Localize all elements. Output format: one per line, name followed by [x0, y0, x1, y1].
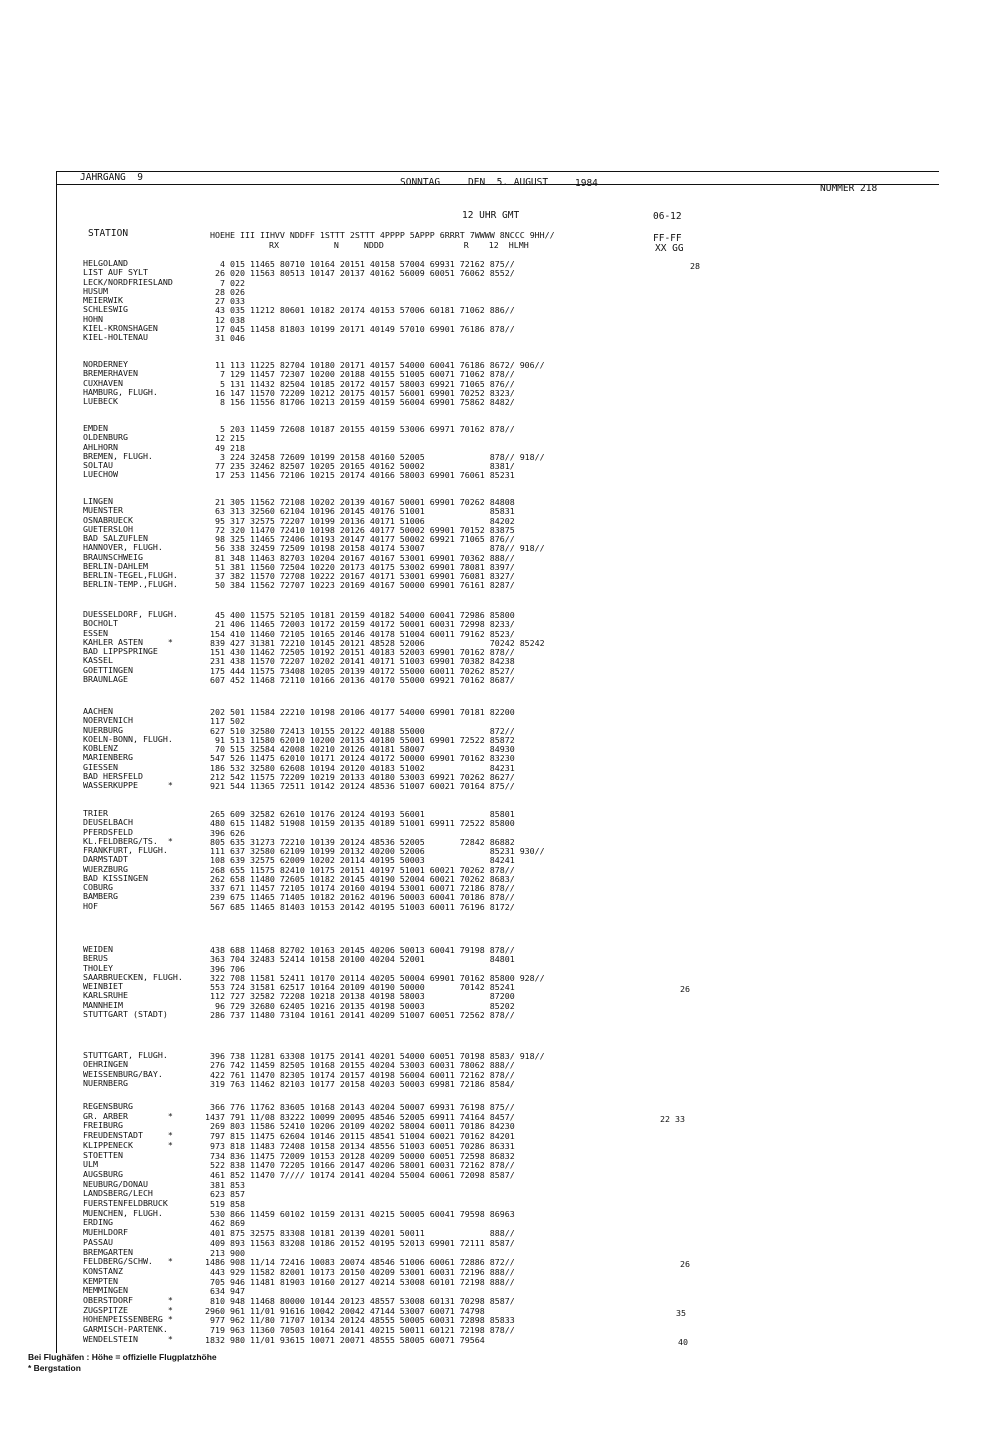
station-code-data: 623 857: [200, 1189, 245, 1200]
station-code-data: 805 635 31273 72210 10139 20124 48536 52005 72842 86882: [200, 836, 515, 847]
station-code-data: 262 658 11480 72605 10182 20145 40190 52004 60021 70262 8683/: [200, 873, 515, 884]
station-name: BAD KISSINGEN: [83, 872, 148, 883]
station-code-data: 547 526 11475 62010 10171 20124 40172 50000 69901 70162 83230: [200, 753, 515, 764]
station-code-data: 319 763 11462 82103 10177 20158 40203 50003 69981 72186 8584/: [200, 1078, 515, 1089]
station-name: HUSUM: [83, 285, 108, 296]
station-name: TRIER: [83, 808, 108, 818]
station-name: DARMSTADT: [83, 854, 128, 865]
station-name: WENDELSTEIN *: [83, 1333, 173, 1344]
station-code-data: 1486 908 11/14 72416 10083 20074 48546 51006 60061 72886 872//: [200, 1257, 515, 1268]
station-code-data: 797 815 11475 62604 10146 20115 48541 51004 60021 70162 84201: [200, 1131, 515, 1142]
station-code-data: 186 532 32580 62608 10194 20120 40183 51002 84231: [200, 762, 515, 773]
code-subheader: RX N NDDD R 12 HLMH: [269, 240, 529, 250]
station-name: NEUBURG/DONAU: [83, 1178, 148, 1189]
station-name: CUXHAVEN: [83, 377, 123, 388]
station-name: GR. ARBER *: [83, 1110, 173, 1121]
station-name: MEMMINGEN: [83, 1285, 128, 1296]
station-name: BRAUNLAGE: [83, 673, 128, 684]
station-name: STUTTGART, FLUGH.: [83, 1050, 168, 1060]
station-name: WEISSENBURG/BAY.: [83, 1068, 163, 1079]
footnote-mountain: * Bergstation: [28, 1363, 81, 1373]
station-name: OBERSTDORF *: [83, 1295, 173, 1305]
station-code-data: 31 046: [200, 333, 245, 343]
station-code-data: 438 688 11468 82702 10163 20145 40206 50013 60041 79198 878//: [200, 945, 515, 955]
station-code-data: 112 727 32582 72208 10218 20138 40198 58003 87200: [200, 991, 515, 1002]
station-name: HELGOLAND: [83, 258, 128, 268]
station-code-data: 519 858: [200, 1199, 245, 1209]
station-code-data: 607 452 11468 72110 10166 20136 40170 55000 69921 70162 8687/: [200, 674, 515, 685]
station-code-data: 27 033: [200, 296, 245, 306]
station-code-data: 98 325 11465 72406 10193 20147 40177 50002 69921 71065 876//: [200, 534, 515, 544]
station-code-data: 401 875 32575 83308 10181 20139 40201 50011 888//: [200, 1228, 515, 1239]
station-code-data: 212 542 11575 72209 10219 20133 40180 53003 69921 70262 8627/: [200, 771, 515, 782]
ff-column-header: FF-FF: [653, 233, 682, 244]
station-code-data: 269 803 11586 52410 10206 20109 40202 58004 60011 70186 84230: [200, 1121, 515, 1132]
station-code-data: 95 317 32575 72207 10199 20136 40171 51006 84202: [200, 515, 515, 526]
issue-number: NUMMER 218: [820, 183, 878, 194]
station-code-data: 921 544 11365 72511 10142 20124 48536 51007 60021 70164 875//: [200, 781, 515, 791]
station-name: THOLEY: [83, 962, 113, 973]
station-name: BERLIN-DAHLEM: [83, 560, 148, 571]
station-code-data: 117 502: [200, 716, 245, 727]
station-code-data: 422 761 11470 82305 10174 20157 40198 56004 60011 72162 878//: [200, 1069, 515, 1080]
station-code-data: 705 946 11481 81903 10160 20127 40214 53008 60101 72198 888//: [200, 1276, 515, 1287]
station-code-data: 50 384 11562 72707 10223 20169 40167 50000 69901 76161 8287/: [200, 580, 515, 591]
station-name: WEINBIET: [83, 981, 123, 991]
station-name: FREUDENSTADT *: [83, 1130, 173, 1141]
station-name: WASSERKUPPE *: [83, 780, 173, 790]
station-name: AACHEN: [83, 706, 113, 716]
station-name: BRAUNSCHWEIG: [83, 551, 143, 562]
station-name: FRANKFURT, FLUGH.: [83, 845, 168, 855]
station-name: ESSEN: [83, 627, 108, 638]
date-label: DEN 5. AUGUST: [468, 177, 549, 188]
station-code-data: 70 515 32584 42008 10210 20126 40181 58007 84930: [200, 744, 515, 754]
station-code-data: 522 838 11470 72205 10166 20147 40206 58001 60031 72162 878//: [200, 1160, 515, 1171]
station-name: BAD HERSFELD: [83, 770, 143, 781]
jahrgang-label: JAHRGANG 9: [80, 172, 143, 183]
station-name: KIEL-KRONSHAGEN: [83, 322, 158, 333]
station-name: PFERDSFELD: [83, 826, 133, 837]
station-code-data: 81 348 11463 82703 10204 20167 40167 53001 69901 70362 888//: [200, 552, 515, 563]
station-name: GUETERSLOH: [83, 523, 133, 534]
station-name: MUEHLDORF: [83, 1227, 128, 1238]
station-code-data: 2960 961 11/01 91616 10042 20042 47144 53007 60071 74798: [200, 1305, 485, 1316]
station-code-data: 21 406 11465 72003 10172 20159 40172 50001 60031 72998 8233/: [200, 619, 515, 630]
station-code-data: 5 203 11459 72608 10187 20155 40159 53006 69971 70162 878//: [200, 424, 515, 434]
station-name: NORDERNEY: [83, 359, 128, 369]
station-name: AHLHORN: [83, 441, 118, 452]
station-code-data: 286 737 11480 73104 10161 20141 40209 51007 60051 72562 878//: [200, 1009, 515, 1020]
station-code-data: 396 626: [200, 827, 245, 838]
station-name: KLIPPENECK *: [83, 1139, 173, 1150]
station-name: BERLIN-TEMP.,FLUGH.: [83, 579, 178, 590]
station-code-data: 276 742 11459 82505 10168 20155 40204 53003 60031 78062 888//: [200, 1060, 515, 1071]
station-code-data: 1832 980 11/01 93615 10071 20071 48555 58005 60071 79564: [200, 1334, 485, 1345]
station-name: BREMEN, FLUGH.: [83, 450, 153, 461]
station-code-data: 977 962 11/80 71707 10134 20124 48555 50005 60031 72898 85833: [200, 1315, 515, 1326]
station-code-data: 810 948 11468 80000 10144 20123 48557 53008 60131 70298 8587/: [200, 1296, 515, 1306]
station-code-data: 553 724 31581 62517 10164 20109 40190 50000 70142 85241: [200, 982, 515, 992]
station-code-data: 396 706: [200, 963, 245, 974]
station-name: COBURG: [83, 882, 113, 892]
station-name: REGENSBURG: [83, 1101, 133, 1111]
station-code-data: 239 675 11465 71405 10182 20162 40196 50003 60041 70186 878//: [200, 892, 515, 903]
station-code-data: 17 253 11456 72106 10215 20174 40166 58003 69901 76061 85231: [200, 470, 515, 481]
station-code-data: 443 929 11582 82001 10173 20150 40209 53001 60031 72196 888//: [200, 1266, 515, 1277]
station-code-data: 63 313 32560 62104 10196 20145 40176 51001 85831: [200, 506, 515, 517]
time-label: 12 UHR GMT: [462, 210, 520, 221]
gust-value: 40: [678, 1336, 688, 1347]
station-name: BERUS: [83, 953, 108, 964]
station-name: SCHLESWIG: [83, 304, 128, 315]
station-name: KIEL-HOLTENAU: [83, 332, 148, 342]
code-column-header: HOEHE III IIHVV NDDFF 1STTT 2STTT 4PPPP 5APPP 6RRRT 7WWWW 8NCCC 9HH//: [210, 230, 555, 240]
station-name: HAMBURG, FLUGH.: [83, 386, 158, 397]
station-code-data: 973 818 11483 72408 10158 20134 48556 51003 60051 70286 86331: [200, 1140, 515, 1151]
station-name: MARIENBERG: [83, 752, 133, 763]
station-code-data: 396 738 11281 63308 10175 20141 40201 54000 60051 70198 8583/ 918//: [200, 1051, 545, 1061]
station-name: NUERBURG: [83, 724, 123, 735]
station-name: DEUSELBACH: [83, 817, 133, 828]
station-name: GIESSEN: [83, 761, 118, 772]
station-name: KOBLENZ: [83, 743, 118, 753]
station-code-data: 7 022: [200, 277, 245, 288]
station-code-data: 634 947: [200, 1286, 245, 1297]
station-code-data: 56 338 32459 72509 10198 20158 40174 53007 878// 918//: [200, 543, 545, 554]
station-code-data: 17 045 11458 81803 10199 20171 40149 57010 69901 76186 878//: [200, 323, 515, 334]
station-code-data: 151 430 11462 72505 10192 20151 40183 52003 69901 70162 878//: [200, 647, 515, 657]
station-name: BAD LIPPSPRINGE: [83, 646, 158, 656]
station-name: OSNABRUECK: [83, 514, 133, 525]
station-code-data: 26 020 11563 80513 10147 20137 40162 56009 60051 76062 8552/: [200, 268, 515, 279]
station-code-data: 3 224 32458 72609 10199 20158 40160 52005 878// 918//: [200, 451, 545, 462]
station-name: AUGSBURG: [83, 1168, 123, 1179]
station-code-data: 111 637 32580 62109 10199 20132 40200 52006 85231 930//: [200, 846, 545, 856]
xx-column-header: XX GG: [655, 243, 684, 254]
station-name: EMDEN: [83, 423, 108, 433]
station-code-data: 202 501 11584 22210 10198 20106 40177 54000 69901 70181 82200: [200, 707, 515, 717]
station-name: NUERNBERG: [83, 1077, 128, 1088]
station-code-data: 719 963 11360 70503 10164 20141 40215 50011 60121 72198 878//: [200, 1325, 515, 1336]
station-code-data: 839 427 31381 72210 10145 20121 48528 52006 70242 85242: [200, 637, 545, 648]
station-code-data: 7 129 11457 72307 10200 20188 40155 51005 60071 71062 878//: [200, 369, 515, 380]
station-code-data: 45 400 11575 52105 10181 20159 40182 54000 60041 72986 85800: [200, 610, 515, 620]
station-code-data: 12 215: [200, 433, 245, 444]
station-code-data: 43 035 11212 80601 10182 20174 40153 57006 60181 71062 886//: [200, 305, 515, 316]
station-name: STUTTGART (STADT): [83, 1008, 168, 1019]
station-name: HOF: [83, 900, 98, 911]
gust-value: 26: [680, 984, 690, 994]
station-code-data: 1437 791 11/08 83222 10099 20095 48546 52005 69911 74164 8457/: [200, 1111, 515, 1122]
station-code-data: 51 381 11560 72504 10220 20173 40175 53002 69901 78081 8397/: [200, 561, 515, 572]
station-code-data: 627 510 32580 72413 10155 20122 40188 55000 872//: [200, 725, 515, 736]
station-name: BREMERHAVEN: [83, 368, 138, 379]
station-name: FELDBERG/SCHW. *: [83, 1256, 173, 1267]
station-name: GOETTINGEN: [83, 664, 133, 675]
station-name: GARMISCH-PARTENK.: [83, 1324, 168, 1335]
station-code-data: 381 853: [200, 1179, 245, 1190]
gust-value: 28: [690, 261, 700, 271]
station-name: MANNHEIM: [83, 999, 123, 1010]
station-name: HOHN: [83, 313, 103, 324]
station-name: MUENCHEN, FLUGH.: [83, 1207, 163, 1218]
station-name: OLDENBURG: [83, 432, 128, 443]
station-code-data: 11 113 11225 82704 10180 20171 40157 54000 60041 76186 8672/ 906//: [200, 360, 545, 370]
station-name: BERLIN-TEGEL,FLUGH.: [83, 570, 178, 580]
station-name: SAARBRUECKEN, FLUGH.: [83, 971, 183, 982]
station-name: BAD SALZUFLEN: [83, 533, 148, 543]
station-name: DUESSELDORF, FLUGH.: [83, 609, 178, 619]
station-code-data: 363 704 32483 52414 10158 20100 40204 52001 84801: [200, 954, 515, 965]
year-label: 1984: [575, 178, 598, 189]
station-code-data: 49 218: [200, 442, 245, 453]
station-name: SOLTAU: [83, 460, 113, 470]
station-code-data: 5 131 11432 82504 10185 20172 40157 58003 69921 71065 876//: [200, 378, 515, 389]
station-name: MEIERWIK: [83, 295, 123, 305]
station-code-data: 409 893 11563 83208 10186 20152 40195 52013 69901 72111 8587/: [200, 1237, 515, 1248]
gust-value: 35: [676, 1307, 686, 1318]
station-code-data: 96 729 32680 62405 10216 20135 40198 50003 85202: [200, 1000, 515, 1011]
station-name: HOHENPEISSENBERG *: [83, 1314, 173, 1325]
station-code-data: 175 444 11575 73408 10205 20139 40172 55000 60011 70262 8527/: [200, 665, 515, 676]
gust-value: 26: [680, 1259, 690, 1270]
station-code-data: 16 147 11570 72209 10212 20175 40157 56001 69901 70252 8323/: [200, 387, 515, 398]
station-code-data: 91 513 11580 62010 10200 20135 40180 55001 69901 72522 85872: [200, 734, 515, 745]
station-code-data: 265 609 32582 62610 10176 20124 40193 56001 85801: [200, 809, 515, 819]
station-code-data: 530 866 11459 60102 10159 20131 40215 50005 60041 79598 86963: [200, 1208, 515, 1219]
station-code-data: 480 615 11482 51908 10159 20135 40189 51001 69911 72522 85800: [200, 818, 515, 829]
station-name: KAHLER ASTEN *: [83, 636, 173, 647]
station-code-data: 4 015 11465 80710 10164 20151 40158 57004 69931 72162 875//: [200, 259, 515, 269]
station-code-data: 21 305 11562 72108 10202 20139 40167 50001 69901 70262 84808: [200, 497, 515, 507]
station-name: KL.FELDBERG/TS. *: [83, 835, 173, 846]
station-column-header: STATION: [88, 228, 129, 239]
station-name: MUENSTER: [83, 505, 123, 516]
station-code-data: 231 438 11570 72207 10202 20141 40171 51003 69901 70382 84238: [200, 656, 515, 667]
station-code-data: 12 038: [200, 314, 245, 325]
station-name: BREMGARTEN: [83, 1246, 133, 1257]
station-name: KARLSRUHE: [83, 990, 128, 1001]
station-code-data: 28 026: [200, 286, 245, 297]
gust-value: 22 33: [660, 1113, 685, 1124]
station-name: LINGEN: [83, 496, 113, 506]
station-code-data: 72 320 11470 72410 10198 20126 40177 50002 69901 70152 83875: [200, 524, 515, 535]
station-name: WUERZBURG: [83, 863, 128, 874]
station-code-data: 337 671 11457 72105 10174 20160 40194 53001 60071 72186 878//: [200, 883, 515, 893]
station-code-data: 462 869: [200, 1218, 245, 1229]
station-name: LUECHOW: [83, 469, 118, 480]
station-name: BAMBERG: [83, 891, 118, 902]
weekday-label: SONNTAG: [400, 177, 441, 188]
station-name: ERDING: [83, 1217, 113, 1228]
station-name: FREIBURG: [83, 1120, 123, 1131]
station-name: FUERSTENFELDBRUCK: [83, 1198, 168, 1208]
station-name: ULM: [83, 1159, 98, 1170]
station-name: LANDSBERG/LECH: [83, 1188, 153, 1199]
footnote-airport: Bei Flughäfen : Höhe = offizielle Flugplatzhöhe: [28, 1352, 217, 1362]
station-name: ZUGSPITZE *: [83, 1304, 173, 1315]
station-code-data: 366 776 11762 83605 10168 20143 40204 50007 69931 76198 875//: [200, 1102, 515, 1112]
station-name: LIST AUF SYLT: [83, 267, 148, 278]
time-range-label: 06-12: [653, 211, 682, 222]
station-code-data: 322 708 11581 52411 10170 20114 40205 50004 69901 70162 85800 928//: [200, 972, 545, 983]
station-code-data: 567 685 11465 81403 10153 20142 40195 51003 60011 76196 8172/: [200, 901, 515, 912]
station-name: WEIDEN: [83, 944, 113, 954]
station-code-data: 108 639 32575 62009 10202 20114 40195 50003 84241: [200, 855, 515, 866]
station-code-data: 77 235 32462 82507 10205 20165 40162 50002 8381/: [200, 461, 515, 471]
station-name: STOETTEN: [83, 1149, 123, 1160]
station-name: KONSTANZ: [83, 1265, 123, 1276]
station-code-data: 154 410 11460 72105 10165 20146 40178 51004 60011 79162 8523/: [200, 628, 515, 639]
station-code-data: 734 836 11475 72009 10153 20128 40209 50000 60051 72598 86832: [200, 1150, 515, 1161]
station-name: OEHRINGEN: [83, 1059, 128, 1070]
station-name: KASSEL: [83, 655, 113, 666]
station-code-data: 461 852 11470 7//// 10174 20141 40204 55004 60061 72098 8587/: [200, 1169, 515, 1180]
station-code-data: 268 655 11575 82410 10175 20151 40197 51001 60021 70262 878//: [200, 864, 515, 875]
station-name: LUEBECK: [83, 396, 118, 406]
station-code-data: 8 156 11556 81706 10213 20159 40159 56004 69901 75862 8482/: [200, 397, 515, 407]
station-name: NOERVENICH: [83, 715, 133, 726]
station-name: KOELN-BONN, FLUGH.: [83, 733, 173, 744]
station-name: LECK/NORDFRIESLAND: [83, 276, 173, 287]
station-code-data: 213 900: [200, 1247, 245, 1258]
station-code-data: 37 382 11570 72708 10222 20167 40171 53001 69901 76081 8327/: [200, 571, 515, 581]
station-name: BOCHOLT: [83, 618, 118, 629]
station-name: HANNOVER, FLUGH.: [83, 542, 163, 553]
station-name: PASSAU: [83, 1236, 113, 1247]
station-name: KEMPTEN: [83, 1275, 118, 1286]
